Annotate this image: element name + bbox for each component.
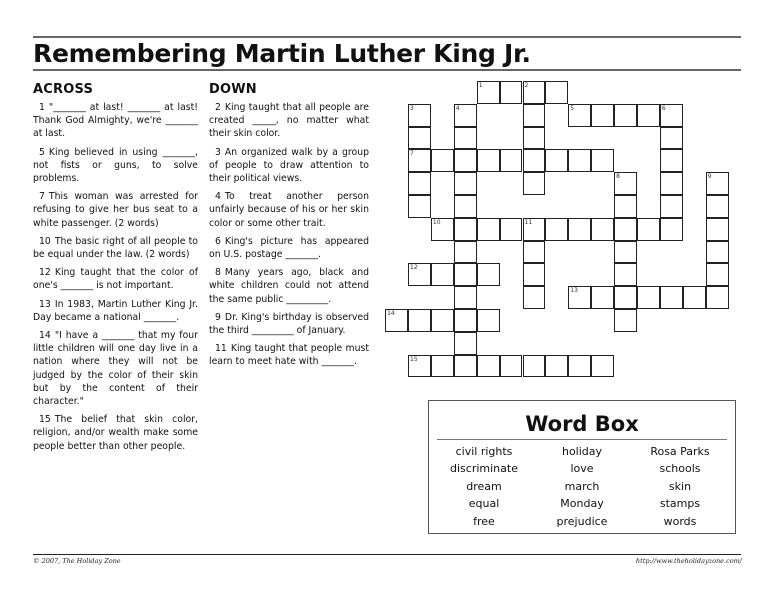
cell-number: 1 — [478, 82, 483, 89]
grid-cell[interactable] — [454, 309, 477, 332]
across-clue-14 — [33, 329, 198, 408]
clue-number: 14 — [39, 330, 51, 342]
grid-cell[interactable] — [431, 149, 454, 172]
down-clue-6 — [209, 235, 369, 261]
grid-cell[interactable] — [660, 172, 683, 195]
clue-text: King believed in using _______, not fists or guns, to solve problems. — [33, 146, 198, 185]
grid-cell[interactable] — [591, 218, 614, 241]
grid-cell[interactable] — [523, 104, 546, 127]
word-box-item: dream — [466, 479, 502, 493]
grid-cell[interactable] — [500, 218, 523, 241]
down-clue-8 — [209, 266, 369, 306]
grid-cell[interactable] — [454, 286, 477, 309]
word-box-item: free — [473, 514, 495, 528]
grid-cell[interactable] — [523, 218, 546, 241]
grid-cell[interactable] — [408, 172, 431, 195]
clue-number: 4 — [215, 191, 221, 203]
cell-number: 2 — [524, 82, 529, 89]
clue-number: 13 — [39, 298, 51, 310]
grid-cell[interactable] — [523, 172, 546, 195]
clue-text: King's picture has appeared on U.S. postage _______. — [209, 235, 369, 261]
grid-cell[interactable] — [477, 309, 500, 332]
clue-text: This woman was arrested for refusing to give her bus seat to a white passenger. (2 words) — [33, 191, 198, 229]
grid-cell[interactable] — [591, 104, 614, 127]
grid-cell[interactable] — [454, 104, 477, 127]
word-box-title: Word Box — [525, 412, 639, 436]
across-clue-10 — [33, 235, 198, 261]
word-box-rule — [437, 439, 727, 440]
clue-text: To treat another person unfairly because of his or her skin color or some other trait. — [209, 191, 369, 229]
clue-text: An organized walk by a group of people to draw attention to their political views. — [209, 146, 369, 185]
across-heading: ACROSS — [33, 82, 94, 97]
cell-number: 9 — [707, 173, 712, 181]
grid-cell[interactable] — [477, 355, 500, 378]
clue-text: Many years ago, black and white children could not attend the same public _________. — [209, 267, 369, 305]
down-heading: DOWN — [209, 82, 257, 97]
grid-cell[interactable] — [523, 263, 546, 286]
clue-text: The belief that skin color, religion, and/or wealth make some people better than other people. — [33, 414, 198, 452]
clue-text: Dr. King's birthday is observed the third _________ of January. — [209, 311, 369, 337]
clue-number: 7 — [39, 191, 45, 203]
word-box-item: holiday — [561, 445, 603, 458]
footer-copyright: © 2007, The Holiday Zone — [33, 557, 121, 565]
grid-cell[interactable] — [500, 355, 523, 378]
word-box-item: words — [663, 514, 697, 528]
grid-cell[interactable] — [500, 81, 523, 104]
grid-cell[interactable] — [568, 286, 591, 309]
word-box-item: skin — [668, 479, 692, 493]
word-box-item: love — [570, 462, 594, 476]
grid-cell[interactable] — [477, 81, 500, 104]
grid-cell[interactable] — [545, 81, 568, 104]
grid-cell[interactable] — [568, 218, 591, 241]
grid-cell[interactable] — [454, 195, 477, 218]
word-box-item: stamps — [659, 497, 701, 511]
down-clue-4 — [209, 190, 369, 230]
grid-cell[interactable] — [637, 104, 660, 127]
grid-cell[interactable] — [706, 195, 729, 218]
grid-cell[interactable] — [385, 309, 408, 332]
grid-cell[interactable] — [454, 332, 477, 355]
clue-number: 15 — [39, 414, 51, 426]
grid-cell[interactable] — [454, 149, 477, 172]
clue-number: 8 — [215, 267, 221, 279]
grid-cell[interactable] — [637, 218, 660, 241]
clue-number: 10 — [39, 235, 51, 247]
across-clue-7 — [33, 190, 198, 230]
grid-cell[interactable] — [614, 309, 637, 332]
cell-number: 13 — [570, 287, 578, 295]
clue-number: 9 — [215, 311, 221, 323]
grid-cell[interactable] — [706, 263, 729, 286]
cell-number: 7 — [410, 150, 414, 158]
grid-cell[interactable] — [614, 241, 637, 264]
word-box-list — [435, 443, 729, 530]
clue-number: 11 — [215, 343, 227, 355]
grid-cell[interactable] — [545, 149, 568, 172]
grid-cell[interactable] — [568, 149, 591, 172]
grid-cell[interactable] — [637, 286, 660, 309]
down-clue-2 — [209, 101, 369, 141]
grid-cell[interactable] — [431, 355, 454, 378]
grid-cell[interactable] — [614, 104, 637, 127]
grid-cell[interactable] — [706, 218, 729, 241]
grid-cell[interactable] — [477, 263, 500, 286]
across-clue-5 — [33, 146, 198, 186]
across-clue-15 — [33, 413, 198, 453]
across-clue-1 — [33, 101, 198, 141]
footer-url[interactable]: http://www.theholidayzone.com/ — [635, 557, 742, 565]
across-clue-12 — [33, 266, 198, 292]
cell-number: 10 — [432, 218, 441, 226]
cell-number: 11 — [524, 218, 533, 226]
cell-number: 14 — [387, 310, 395, 317]
across-clues — [33, 82, 198, 458]
word-box-item: Monday — [560, 497, 604, 511]
grid-cell[interactable] — [408, 309, 431, 332]
word-box — [428, 400, 736, 534]
grid-cell[interactable] — [660, 127, 683, 150]
title-rule — [33, 69, 741, 71]
grid-cell[interactable] — [591, 355, 614, 378]
cell-number: 5 — [570, 104, 575, 112]
clue-text: King taught that all people are created _____, no matter what their skin color. — [209, 102, 369, 140]
word-box-item: prejudice — [556, 514, 608, 528]
grid-cell[interactable] — [591, 149, 614, 172]
down-clue-9 — [209, 311, 369, 337]
grid-cell[interactable] — [408, 104, 431, 127]
grid-cell[interactable] — [660, 286, 683, 309]
grid-cell[interactable] — [545, 355, 568, 378]
grid-cell[interactable] — [614, 195, 637, 218]
grid-cell[interactable] — [523, 149, 546, 172]
grid-cell[interactable] — [568, 355, 591, 378]
grid-cell[interactable] — [454, 172, 477, 195]
grid-cell[interactable] — [454, 241, 477, 264]
cell-number: 6 — [661, 104, 666, 112]
grid-cell[interactable] — [523, 355, 546, 378]
clue-text: King taught that the color of one's _______ is not important. — [33, 267, 198, 292]
clue-text: The basic right of all people to be equal under the law. (2 words) — [33, 235, 198, 261]
grid-cell[interactable] — [500, 149, 523, 172]
grid-cell[interactable] — [660, 149, 683, 172]
page-title: Remembering Martin Luther King Jr. — [33, 39, 531, 68]
word-box-item: civil rights — [455, 445, 513, 458]
clue-text: In 1983, Martin Luther King Jr. Day became a national _______. — [33, 298, 198, 323]
grid-cell[interactable] — [568, 104, 591, 127]
grid-cell[interactable] — [477, 149, 500, 172]
grid-cell[interactable] — [706, 241, 729, 264]
word-box-item: Rosa Parks — [650, 445, 710, 458]
grid-cell[interactable] — [454, 218, 477, 241]
grid-cell[interactable] — [706, 286, 729, 309]
grid-cell[interactable] — [545, 218, 568, 241]
grid-cell[interactable] — [454, 127, 477, 150]
clue-number: 3 — [215, 146, 221, 158]
cell-number: 8 — [616, 173, 620, 181]
word-box-item: march — [564, 479, 600, 493]
down-clue-11 — [209, 342, 369, 368]
across-clue-13 — [33, 298, 198, 324]
cell-number: 4 — [455, 104, 460, 112]
word-box-item: schools — [659, 462, 701, 476]
clue-text: "_______ at last! _______ at last! Thank God Almighty, we're _______ at last. — [33, 102, 198, 140]
word-box-item: discriminate — [450, 462, 518, 476]
clue-number: 1 — [39, 102, 45, 113]
grid-cell[interactable] — [431, 218, 454, 241]
cell-number: 12 — [410, 264, 418, 272]
grid-cell[interactable] — [614, 263, 637, 286]
grid-cell[interactable] — [431, 309, 454, 332]
grid-cell[interactable] — [591, 286, 614, 309]
grid-cell[interactable] — [523, 81, 546, 104]
grid-cell[interactable] — [683, 286, 706, 309]
cell-number: 3 — [410, 104, 414, 112]
grid-cell[interactable] — [614, 286, 637, 309]
grid-cell[interactable] — [660, 218, 683, 241]
grid-cell[interactable] — [408, 127, 431, 150]
grid-cell[interactable] — [523, 286, 546, 309]
down-clues — [209, 82, 369, 374]
clue-text: "I have a _______ that my four little children will one day live in a nation where they will not be judged by the color of their skin but by the content of their character." — [33, 330, 198, 408]
grid-cell[interactable] — [706, 172, 729, 195]
clue-number: 5 — [39, 146, 45, 158]
grid-cell[interactable] — [523, 127, 546, 150]
grid-cell[interactable] — [454, 355, 477, 378]
clue-number: 12 — [39, 267, 51, 279]
across-clue-list — [33, 101, 198, 453]
down-clue-3 — [209, 146, 369, 186]
word-box-item: equal — [468, 497, 500, 511]
grid-cell[interactable] — [408, 195, 431, 218]
grid-cell[interactable] — [454, 263, 477, 286]
clue-number: 2 — [215, 102, 221, 113]
cell-number: 15 — [410, 355, 418, 363]
grid-cell[interactable] — [614, 218, 637, 241]
grid-cell[interactable] — [660, 195, 683, 218]
grid-cell[interactable] — [660, 104, 683, 127]
grid-cell[interactable] — [408, 263, 431, 286]
grid-cell[interactable] — [523, 241, 546, 264]
grid-cell[interactable] — [408, 355, 431, 378]
clue-number: 6 — [215, 235, 221, 247]
grid-cell[interactable] — [408, 149, 431, 172]
clue-text: King taught that people must learn to meet hate with _______. — [209, 343, 369, 368]
grid-cell[interactable] — [431, 263, 454, 286]
grid-cell[interactable] — [477, 218, 500, 241]
grid-cell[interactable] — [614, 172, 637, 195]
down-clue-list — [209, 101, 369, 369]
footer-rule — [33, 554, 741, 555]
